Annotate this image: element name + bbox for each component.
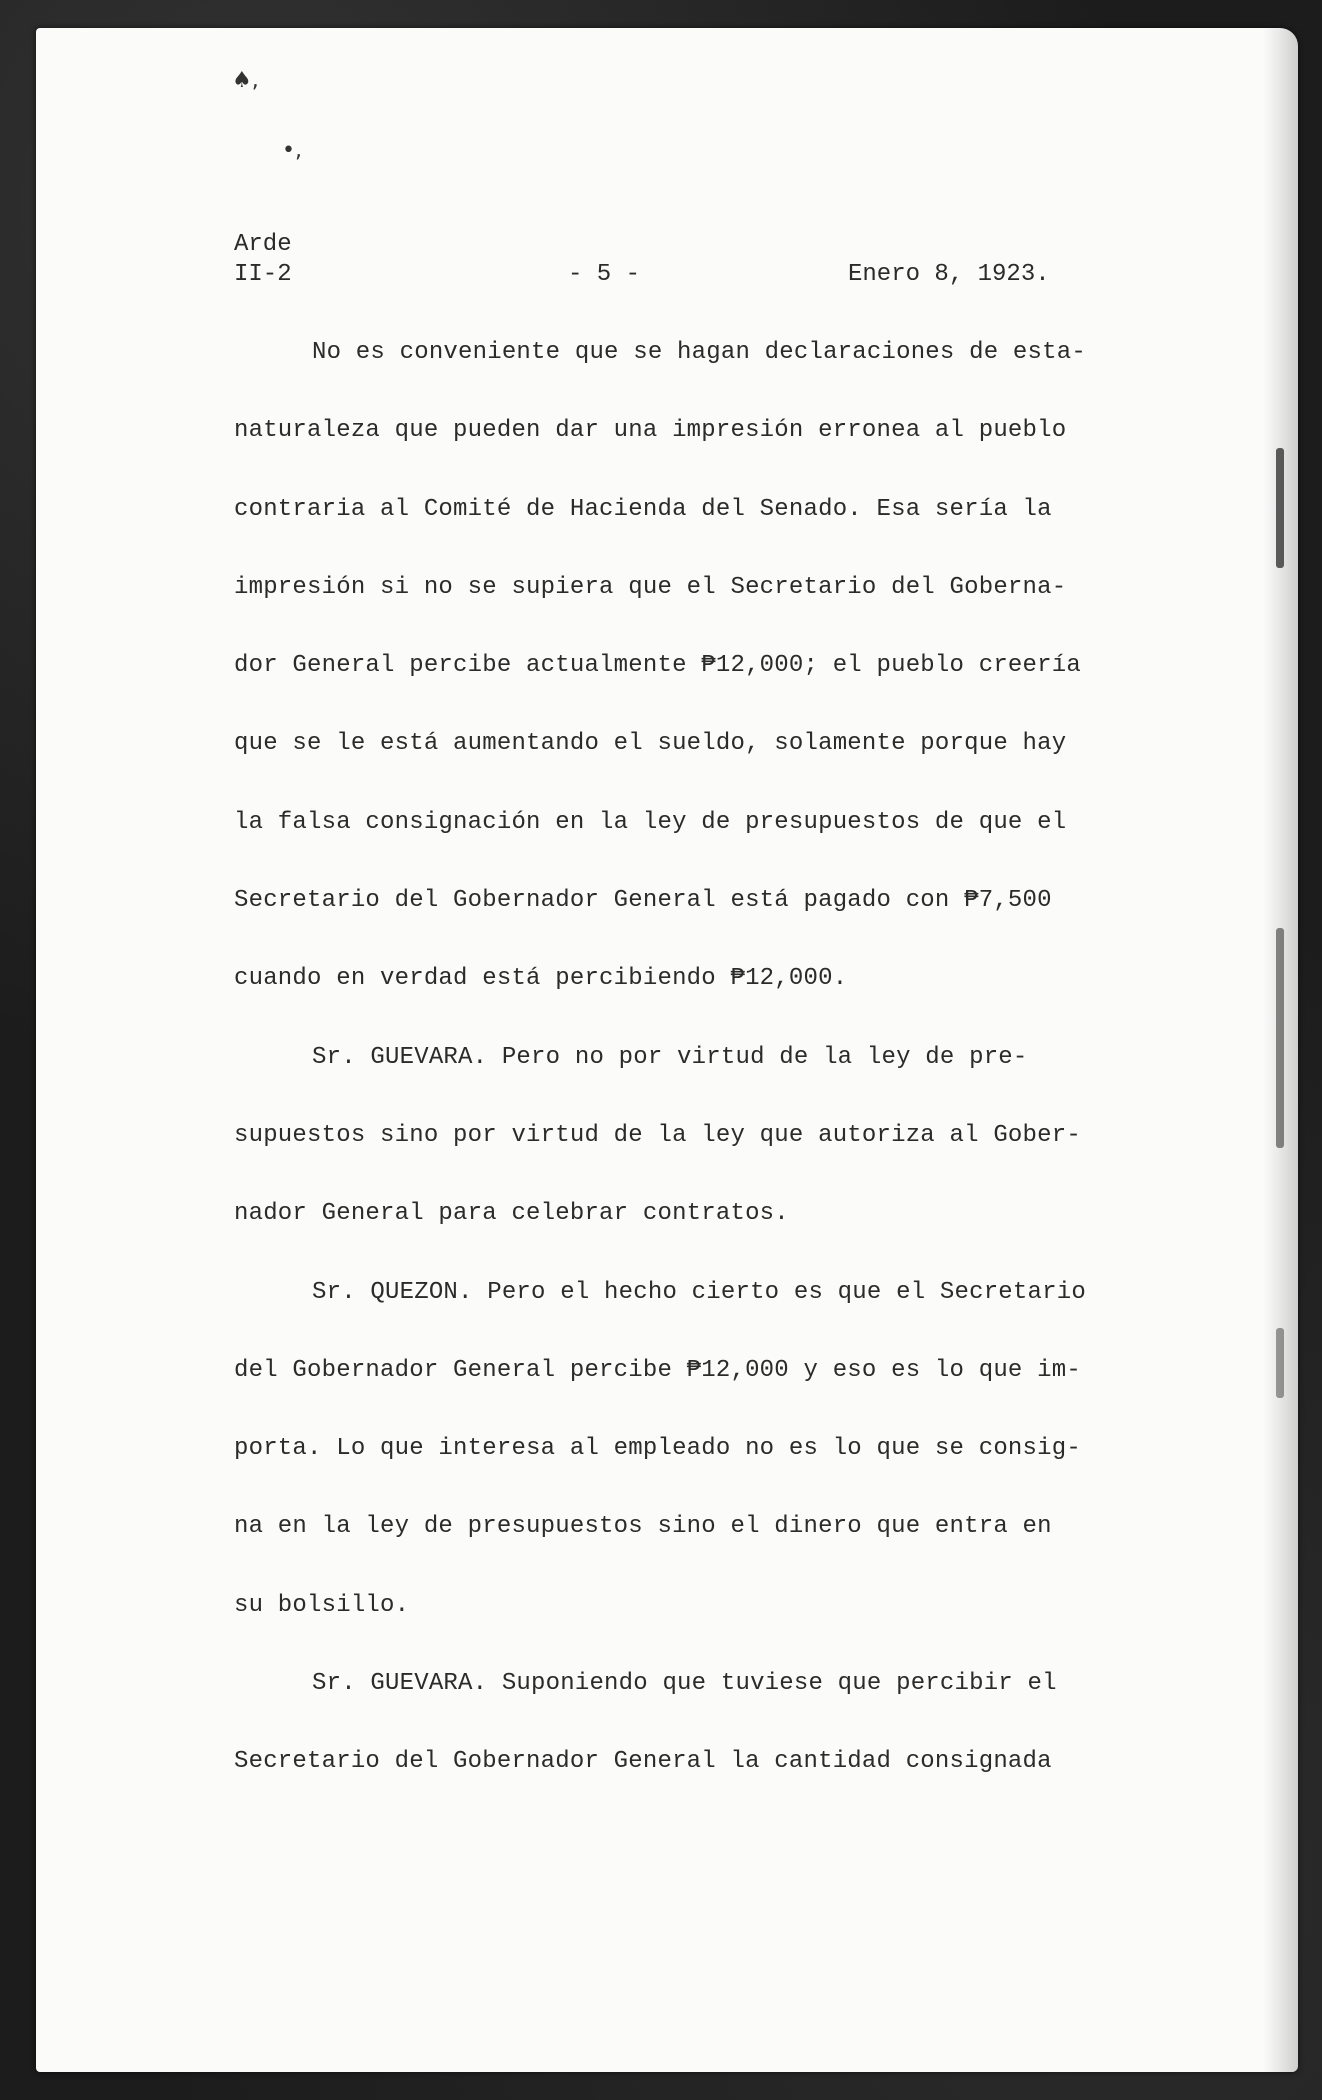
text-line: que se le está aumentando el sueldo, solamente porque hay — [234, 730, 1067, 758]
file-code — [234, 230, 292, 290]
page-number: - 5 - — [568, 261, 641, 288]
edge-stain — [1276, 1328, 1284, 1398]
text-line: nador General para celebrar contratos. — [234, 1200, 789, 1228]
edge-stain — [1276, 448, 1284, 568]
text-line: impresión si no se supiera que el Secretario del Goberna- — [234, 573, 1067, 601]
text-line: contraria al Comité de Hacienda del Senado. Esa sería la — [234, 495, 1052, 523]
text-line: Secretario del Gobernador General está pagado con ₱7,500 — [234, 887, 1052, 915]
speaker-line: Sr. QUEZON. Pero el hecho cierto es que el Secretario — [312, 1278, 1086, 1306]
file-code-line2: II-2 — [234, 261, 292, 288]
text-line: dor General percibe actualmente ₱12,000; el pueblo creería — [234, 652, 1081, 680]
transcript-body — [234, 338, 1194, 1826]
text-line: su bolsillo. — [234, 1591, 410, 1619]
file-code-line1: Arde — [234, 231, 292, 258]
document-text — [234, 230, 1194, 1826]
ink-speck: ♠, — [232, 68, 259, 93]
speaker-line: Sr. GUEVARA. Suponiendo que tuviese que percibir el — [312, 1670, 1057, 1698]
text-line: Secretario del Gobernador General la cantidad consignada — [234, 1748, 1052, 1776]
document-date: Enero 8, 1923. — [848, 261, 1050, 288]
ink-speck: •, — [282, 138, 302, 163]
page-header — [234, 230, 1194, 298]
speaker-line: Sr. GUEVARA. Pero no por virtud de la ley de pre- — [312, 1043, 1028, 1071]
text-line: supuestos sino por virtud de la ley que autoriza al Gober- — [234, 1121, 1081, 1149]
text-line: No es conveniente que se hagan declaraciones de esta- — [312, 339, 1086, 366]
edge-stain — [1276, 928, 1284, 1148]
text-line: cuando en verdad está percibiendo ₱12,000. — [234, 965, 848, 993]
text-line: naturaleza que pueden dar una impresión erronea al pueblo — [234, 417, 1067, 445]
text-line: porta. Lo que interesa al empleado no es lo que se consig- — [234, 1435, 1081, 1463]
text-line: del Gobernador General percibe ₱12,000 y eso es lo que im- — [234, 1356, 1081, 1384]
text-line: na en la ley de presupuestos sino el dinero que entra en — [234, 1513, 1052, 1541]
text-line: la falsa consignación en la ley de presupuestos de que el — [234, 808, 1067, 836]
